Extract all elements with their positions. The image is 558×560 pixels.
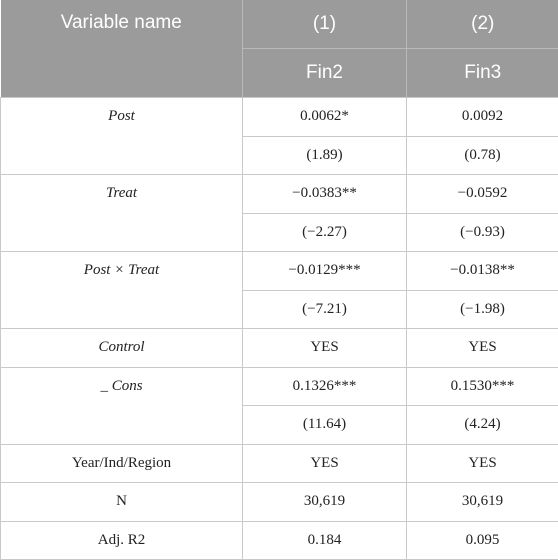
- row-label-adj-r2: Adj. R2: [1, 521, 243, 560]
- row-label-fixed-effects: Year/Ind/Region: [1, 444, 243, 483]
- coef-cell: 0.1326***: [243, 367, 407, 406]
- dependent-var-2-header: Fin3: [407, 49, 558, 98]
- t-stat-cell: (0.78): [407, 136, 558, 175]
- table-row: [1, 367, 558, 406]
- coef-cell: −0.0592: [407, 175, 558, 214]
- t-stat-cell: (−2.27): [243, 213, 407, 252]
- table-row: [1, 329, 558, 368]
- value-cell: 30,619: [243, 483, 407, 522]
- value-cell: YES: [407, 329, 558, 368]
- value-cell: 0.095: [407, 521, 558, 560]
- row-label-n: N: [1, 483, 243, 522]
- value-cell: 0.184: [243, 521, 407, 560]
- column-1-header: (1): [243, 0, 407, 49]
- table-row: [1, 175, 558, 214]
- table-header: [1, 0, 558, 98]
- t-stat-cell: (4.24): [407, 406, 558, 445]
- row-label-control: Control: [1, 329, 243, 368]
- coef-cell: −0.0129***: [243, 252, 407, 291]
- row-label-cons: _ Cons: [1, 367, 243, 444]
- t-stat-cell: (−7.21): [243, 290, 407, 329]
- value-cell: YES: [243, 444, 407, 483]
- variable-name-header: Variable name: [1, 0, 243, 98]
- coef-cell: 0.0062*: [243, 98, 407, 137]
- coef-cell: 0.1530***: [407, 367, 558, 406]
- table-row: [1, 444, 558, 483]
- t-stat-cell: (1.89): [243, 136, 407, 175]
- table-row: [1, 252, 558, 291]
- coef-cell: −0.0383**: [243, 175, 407, 214]
- t-stat-cell: (−1.98): [407, 290, 558, 329]
- row-label-post-x-treat: Post × Treat: [1, 252, 243, 329]
- table-row: [1, 98, 558, 137]
- coef-cell: 0.0092: [407, 98, 558, 137]
- table-body: [1, 98, 558, 560]
- column-2-header: (2): [407, 0, 558, 49]
- coef-cell: −0.0138**: [407, 252, 558, 291]
- header-row-columns: [1, 0, 558, 49]
- row-label-post: Post: [1, 98, 243, 175]
- t-stat-cell: (−0.93): [407, 213, 558, 252]
- value-cell: 30,619: [407, 483, 558, 522]
- dependent-var-1-header: Fin2: [243, 49, 407, 98]
- t-stat-cell: (11.64): [243, 406, 407, 445]
- value-cell: YES: [407, 444, 558, 483]
- value-cell: YES: [243, 329, 407, 368]
- table-row: [1, 483, 558, 522]
- row-label-treat: Treat: [1, 175, 243, 252]
- table-row: [1, 521, 558, 560]
